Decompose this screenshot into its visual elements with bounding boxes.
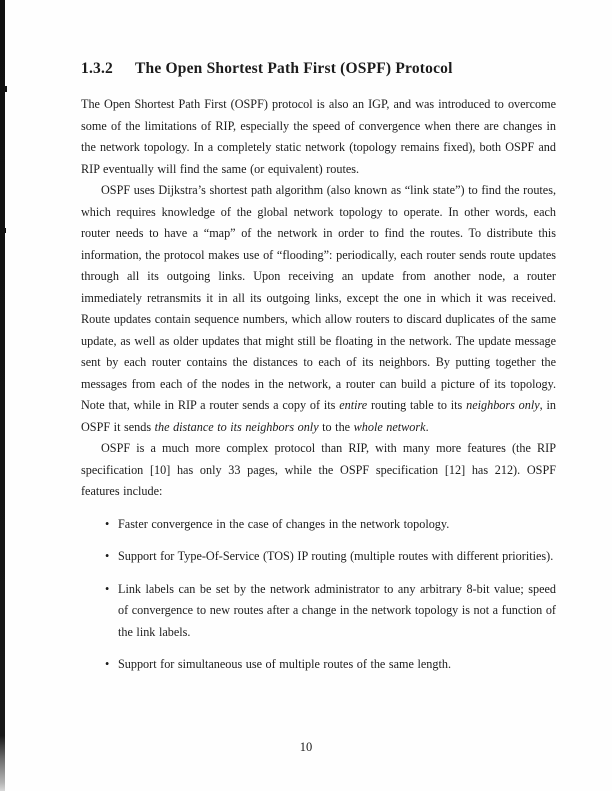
italic-text: whole network [353,419,426,434]
bullet-marker: • [105,581,110,596]
section-number: 1.3.2 [81,60,113,77]
text-run: OSPF is a much more complex protocol than RIP, with many more features (the RIP specification [10] has only 33 pages, while the OSPF specification [12] has 212). OSPF features include: [81,441,556,498]
text-run: The Open Shortest Path First (OSPF) protocol is also an IGP, and was introduced to overcome some of the limitations of RIP, especially the speed of convergence when there are changes in the network topology. In a completely static network (topology remains fixed), both OSPF and RIP eventually will find the same (or equivalent) routes. [81,97,556,176]
italic-text: entire [339,398,368,412]
scan-binding-edge [0,0,5,791]
bullet-marker: • [105,549,110,563]
text-block [81,60,556,676]
page-number: 10 [299,740,313,754]
paragraph [81,180,556,438]
list-item [81,579,556,644]
list-item [81,654,556,676]
list-item-text: Faster convergence in the case of changes in the network topology. [118,516,450,531]
body-text [81,94,556,503]
scan-speck [4,228,6,233]
paragraph [81,438,556,503]
text-run: routing table to its [367,398,467,412]
list-item [81,514,556,536]
list-item-text: Support for Type-Of-Service (TOS) IP routing (multiple routes with different priorities). [118,549,554,563]
list-item-text: Support for simultaneous use of multiple routes of the same length. [118,657,451,671]
list-item-text: Link labels can be set by the network administrator to any arbitrary 8-bit value; speed of convergence to new routes after a change in the network topology is not a function of the link labels. [118,581,556,639]
section-title: The Open Shortest Path First (OSPF) Protocol [135,60,453,77]
text-run: . [425,419,429,434]
list-item [81,546,556,568]
italic-text: the distance to its neighbors only [154,419,319,434]
text-run: to the [318,419,354,434]
text-run: OSPF uses Dijkstra’s shortest path algorithm (also known as “link state”) to find the routes, which requires knowledge of the global network topology to operate. In other words, each router needs to have a “map” of the network in order to find the routes. To distribute this information, the protocol makes use of “flooding”: periodically, each router sends route updates through all its outgoing links. Upon receiving an update from another node, a router immediately retransmits it in all its outgoing links, except the one in which it was received. Route updates contain sequence numbers, which allow routers to discard duplicates of the same update, as well as older updates that might still be floating in the network. The update message sent by each router contains the distances to each of its neighbors. By putting together the messages from each of the nodes in the network, a router can build a picture of its topology. Note that, while in RIP a router sends a copy of its [81,183,556,412]
paragraph [81,94,556,180]
section-heading [81,60,556,78]
scan-speck [4,86,7,92]
text-run: , in OSPF it sends [81,398,557,434]
bullet-marker: • [105,516,110,531]
italic-text: neighbors only [466,398,540,412]
bullet-marker: • [105,657,110,671]
feature-list [81,514,556,676]
